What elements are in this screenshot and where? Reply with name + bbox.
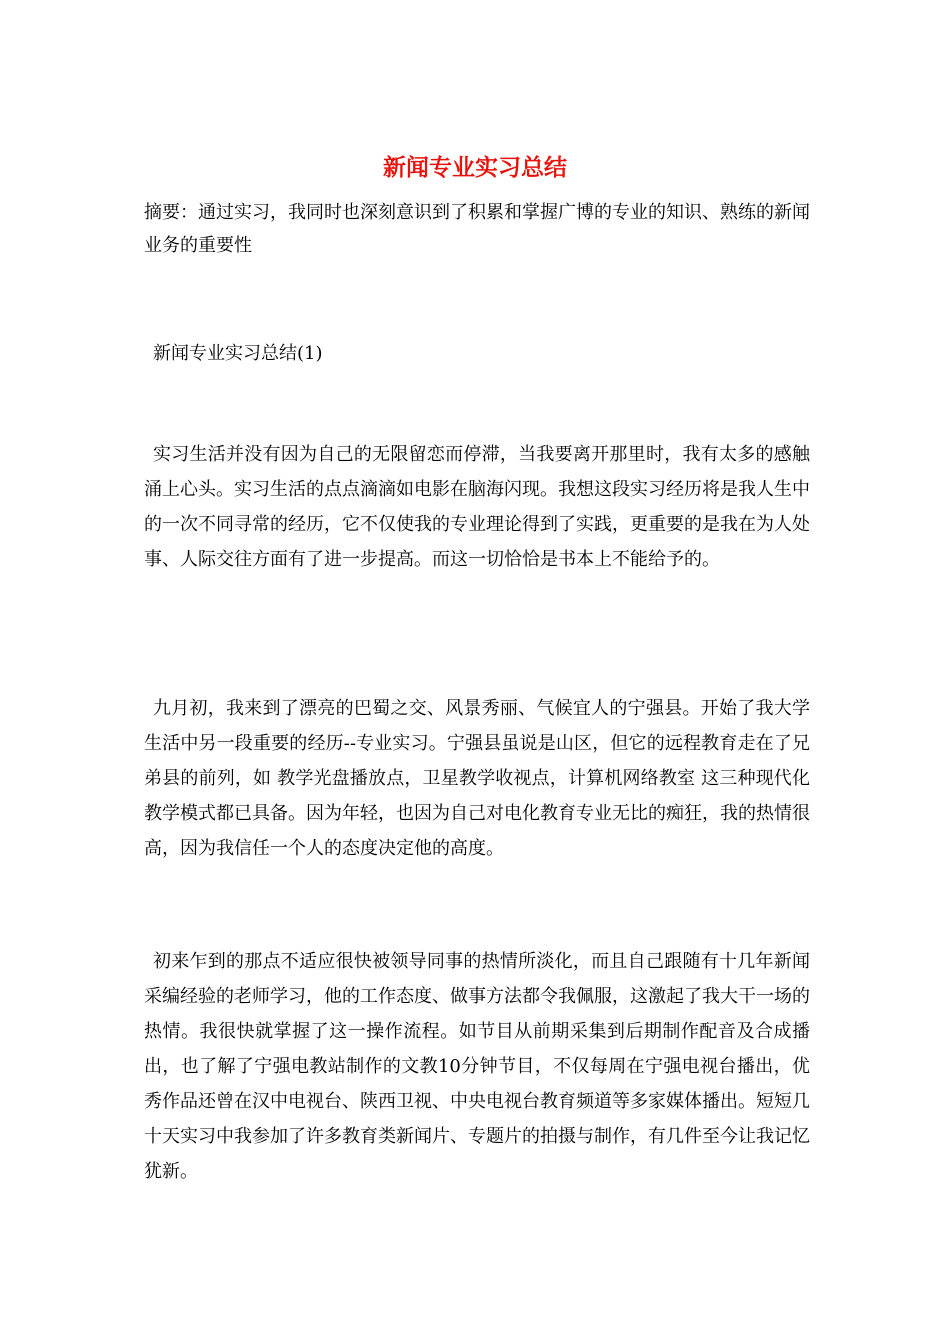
- paragraph-1: 实习生活并没有因为自己的无限留恋而停滞，当我要离开那里时，我有太多的感触涌上心头。实习生活的点点滴滴如电影在脑海闪现。我想这段实习经历将是我人生中的一次不同寻常的经历，它不仅使我的专业理论得到了实践，更重要的是我在为人处事、人际交往方面有了进一步提高。而这一切恰恰是书本上不能给予的。: [144, 444, 810, 570]
- abstract-text: 摘要：通过实习，我同时也深刻意识到了积累和掌握广博的专业的知识、熟练的新闻业务的重要性: [144, 202, 810, 256]
- section-heading: 新闻专业实习总结(1): [153, 343, 323, 364]
- document-title: 新闻专业实习总结: [383, 154, 567, 181]
- paragraph-2: 九月初，我来到了漂亮的巴蜀之交、风景秀丽、气候宜人的宁强县。开始了我大学生活中另一段重要的经历--专业实习。宁强县虽说是山区，但它的远程教育走在了兄弟县的前列，如 教学光盘播放点，卫星教学收视点，计算机网络教室 这三种现代化教学模式都已具备。因为年轻，也因为自己对电化教育专业无比的痴狂，我的热情很高，因为我信任一个人的态度决定他的高度。: [144, 698, 810, 859]
- paragraph-3: 初来乍到的那点不适应很快被领导同事的热情所淡化，而且自己跟随有十几年新闻采编经验的老师学习，他的工作态度、做事方法都令我佩服，这激起了我大干一场的热情。我很快就掌握了这一操作流程。如节目从前期采集到后期制作配音及合成播出，也了解了宁强电教站制作的文教10分钟节目，不仅每周在宁强电视台播出，优秀作品还曾在汉中电视台、陕西卫视、中央电视台教育频道等多家媒体播出。短短几十天实习中我参加了许多教育类新闻片、专题片的拍摄与制作，有几件至今让我记忆犹新。: [144, 951, 810, 1182]
